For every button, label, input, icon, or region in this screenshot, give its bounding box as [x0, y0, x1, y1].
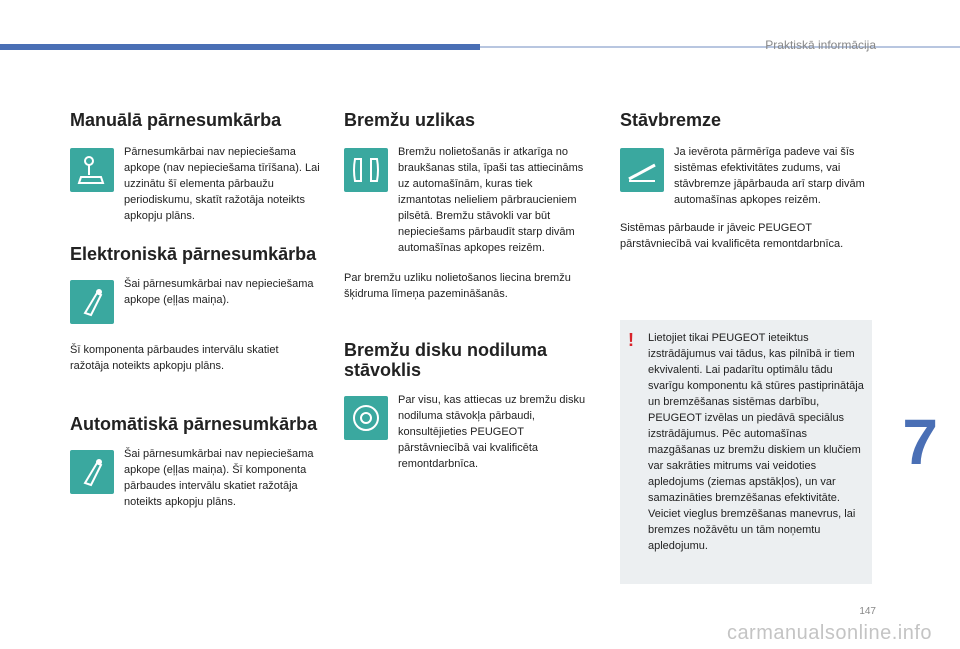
warning-icon: !: [628, 330, 634, 350]
parking-brake-note: Sistēmas pārbaude ir jāveic PEUGEOT pārstāvniecībā vai kvalificēta remontdarbnīca.: [620, 222, 844, 250]
automatic-gearbox-title: Automātiskā pārnesumkārba: [70, 414, 318, 434]
section-header: Praktiskā informācija: [765, 38, 876, 52]
automatic-gearbox-text: Šai pārnesumkārbai nav nepieciešama apkope (eļļas maiņa). Šī komponenta pārbaudes intervālu skatiet ražotāja noteikts apkopju plāns.: [124, 448, 314, 508]
brake-disc-title: Bremžu disku nodiluma stāvoklis: [344, 340, 548, 380]
parking-brake-icon: [620, 148, 664, 192]
page-number: 147: [859, 606, 876, 617]
electronic-gearbox-text: Šai pārnesumkārbai nav nepieciešama apkope (eļļas maiņa).: [124, 278, 314, 306]
brake-pads-title: Bremžu uzlikas: [344, 110, 476, 130]
watermark: carmanualsonline.info: [726, 622, 932, 644]
column-2: [344, 110, 599, 472]
warning-box: [620, 320, 872, 584]
column-3: [620, 110, 875, 252]
brake-pads-text: Bremžu nolietošanās ir atkarīga no braukšanas stila, īpaši tas attiecināms uz automašīnām, kuras tiek izmantotas nelieliem pārbraucieniem pilsētā. Bremžu stāvokli var būt nepieciešams pārbaudīt starp divām automašīnas apkopes reizēm.: [398, 146, 584, 254]
header-bar: [0, 44, 480, 50]
electronic-gearbox-title: Elektroniskā pārnesumkārba: [70, 244, 317, 264]
brake-disc-text: Par visu, kas attiecas uz bremžu disku nodiluma stāvokļa pārbaudi, konsultējieties PEUGEOT pārstāvniecībā vai kvalificēta remontdarbnīca.: [398, 394, 586, 470]
electronic-gearbox-note: Šī komponenta pārbaudes intervālu skatiet ražotāja noteikts apkopju plāns.: [70, 344, 279, 372]
automatic-gearbox-icon: [70, 450, 114, 494]
header-bar-thin: [480, 46, 960, 48]
manual-gearbox-icon: [70, 148, 114, 192]
warning-text: Lietojiet tikai PEUGEOT ieteiktus izstrādājumus vai tādus, kas pilnībā ir tiem ekvivalenti. Lai padarītu optimālu tādu svarīgu komponentu kā stūres pastiprinātāja un bremzēšanas sistēmas darbību, PEUGEOT izvēlas un piedāvā speciālus izstrādājumus. Pēc automašīnas mazgāšanas uz bremžu diskiem un klučiem var sakrāties mitrums vai veidoties apledojums (ziemas apstākļos), un var samazināties bremzēšanas efektivitāte. Veiciet vieglus bremzēšanas manevrus, lai bremzes nožāvētu un tām noņemtu apledojumu.: [648, 332, 864, 552]
brake-pads-note: Par bremžu uzliku nolietošanos liecina bremžu šķidruma līmeņa pazemināšanās.: [344, 272, 571, 300]
brake-pads-icon: [344, 148, 388, 192]
electronic-gearbox-icon: [70, 280, 114, 324]
manual-gearbox-text: Pārnesumkārbai nav nepieciešama apkope (nav nepieciešama tīrīšana). Lai uzzinātu šī elementa pārbaužu periodiskumu, skatīt ražotāja noteikts apkopju plāns.: [124, 146, 320, 222]
parking-brake-text: Ja ievērota pārmērīga padeve vai šīs sistēmas efektivitātes zudums, vai stāvbremze jāpārbauda arī starp divām automašīnas apkopes reizēm.: [674, 146, 865, 206]
column-1: [70, 110, 325, 510]
manual-gearbox-title: Manuālā pārnesumkārba: [70, 110, 282, 130]
brake-disc-icon: [344, 396, 388, 440]
parking-brake-title: Stāvbremze: [620, 110, 722, 130]
chapter-number: 7: [902, 406, 938, 478]
